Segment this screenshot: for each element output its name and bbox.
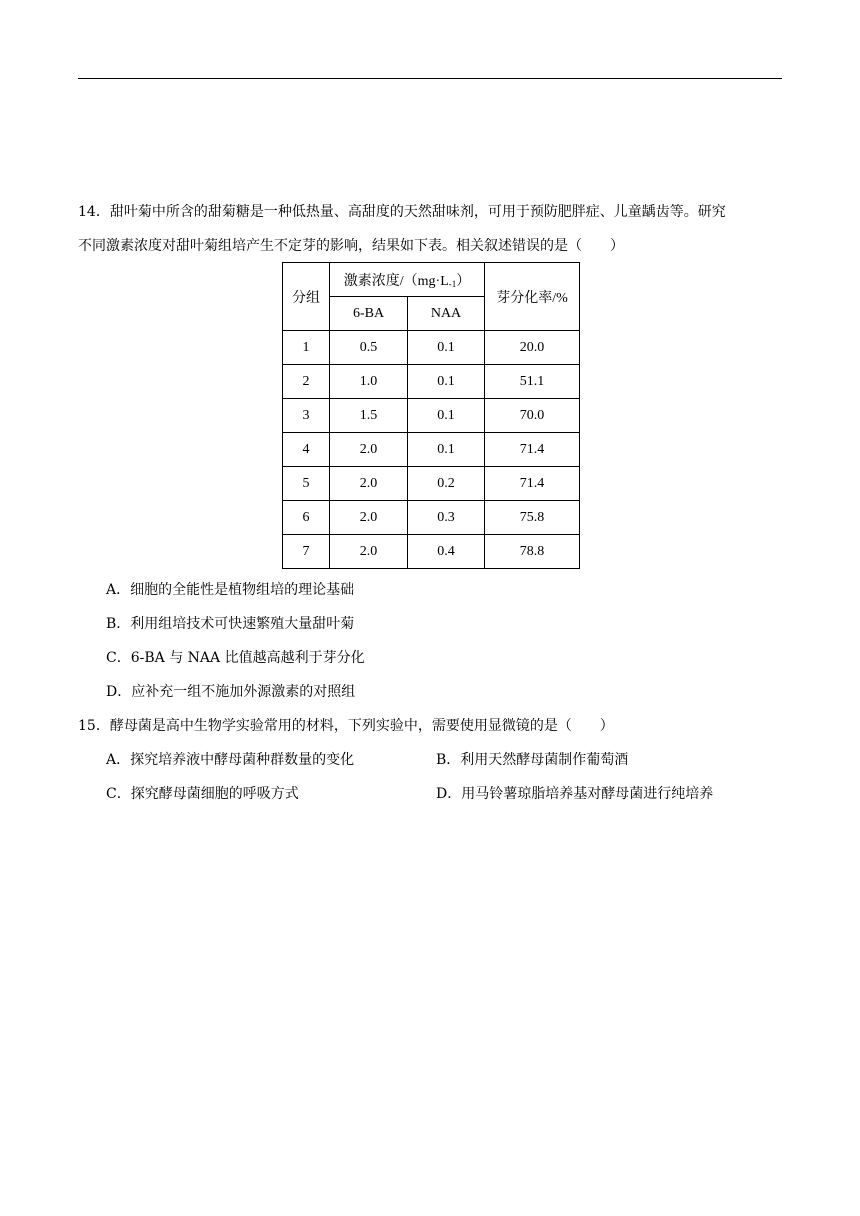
- header-naa: NAA: [408, 297, 485, 331]
- cell-naa: 0.1: [408, 331, 485, 365]
- cell-6ba: 0.5: [330, 331, 408, 365]
- cell-group: 6: [283, 501, 330, 535]
- header-hormone: 激素浓度$/(mg\cdot L_{-1})$: [330, 263, 485, 297]
- table-row: [283, 535, 580, 569]
- q14-option-a: A．细胞的全能性是植物组培的理论基础: [106, 582, 355, 598]
- table-row: [283, 365, 580, 399]
- cell-6ba: 2.0: [330, 433, 408, 467]
- header-rate: 芽分化率/%: [485, 263, 580, 331]
- q15-option-b: B．利用天然酵母菌制作葡萄酒: [436, 752, 629, 768]
- cell-rate: 70.0: [485, 399, 580, 433]
- table-row: [283, 399, 580, 433]
- cell-naa: 0.3: [408, 501, 485, 535]
- cell-naa: 0.1: [408, 365, 485, 399]
- cell-group: 4: [283, 433, 330, 467]
- q15-option-a: A．探究培养液中酵母菌种群数量的变化: [106, 752, 355, 768]
- q14-option-d: D．应补充一组不施加外源激素的对照组: [106, 684, 356, 700]
- table-row: [283, 433, 580, 467]
- q15-option-c: C．探究酵母菌细胞的呼吸方式: [106, 786, 299, 802]
- cell-group: 5: [283, 467, 330, 501]
- cell-6ba: 1.0: [330, 365, 408, 399]
- header-6ba: 6-BA: [330, 297, 408, 331]
- cell-rate: 71.4: [485, 433, 580, 467]
- cell-rate: 75.8: [485, 501, 580, 535]
- cell-rate: 71.4: [485, 467, 580, 501]
- cell-group: 2: [283, 365, 330, 399]
- q14-option-c: C．6-BA 与 NAA 比值越高越利于芽分化: [106, 650, 365, 666]
- cell-naa: 0.4: [408, 535, 485, 569]
- q15-option-d: D．用马铃薯琼脂培养基对酵母菌进行纯培养: [436, 786, 714, 802]
- header-rule: [78, 78, 782, 79]
- cell-naa: 0.1: [408, 399, 485, 433]
- cell-6ba: 2.0: [330, 535, 408, 569]
- table-row: [283, 467, 580, 501]
- cell-naa: 0.1: [408, 433, 485, 467]
- cell-group: 7: [283, 535, 330, 569]
- cell-group: 1: [283, 331, 330, 365]
- cell-rate: 51.1: [485, 365, 580, 399]
- q14-stem-line1: 14．甜叶菊中所含的甜菊糖是一种低热量、高甜度的天然甜味剂，可用于预防肥胖症、儿童龋齿等。研究: [78, 204, 726, 220]
- cell-group: 3: [283, 399, 330, 433]
- table-row: [283, 331, 580, 365]
- q15-stem: 15．酵母菌是高中生物学实验常用的材料，下列实验中，需要使用显微镜的是（ ）: [78, 718, 614, 734]
- cell-6ba: 1.5: [330, 399, 408, 433]
- cell-6ba: 2.0: [330, 467, 408, 501]
- q14-stem-line2: 不同激素浓度对甜叶菊组培产生不定芽的影响，结果如下表。相关叙述错误的是（ ）: [78, 238, 624, 254]
- hormone-table: [282, 262, 580, 569]
- cell-rate: 78.8: [485, 535, 580, 569]
- table-row: [283, 501, 580, 535]
- cell-rate: 20.0: [485, 331, 580, 365]
- header-group: 分组: [283, 263, 330, 331]
- cell-6ba: 2.0: [330, 501, 408, 535]
- q14-option-b: B．利用组培技术可快速繁殖大量甜叶菊: [106, 616, 355, 632]
- cell-naa: 0.2: [408, 467, 485, 501]
